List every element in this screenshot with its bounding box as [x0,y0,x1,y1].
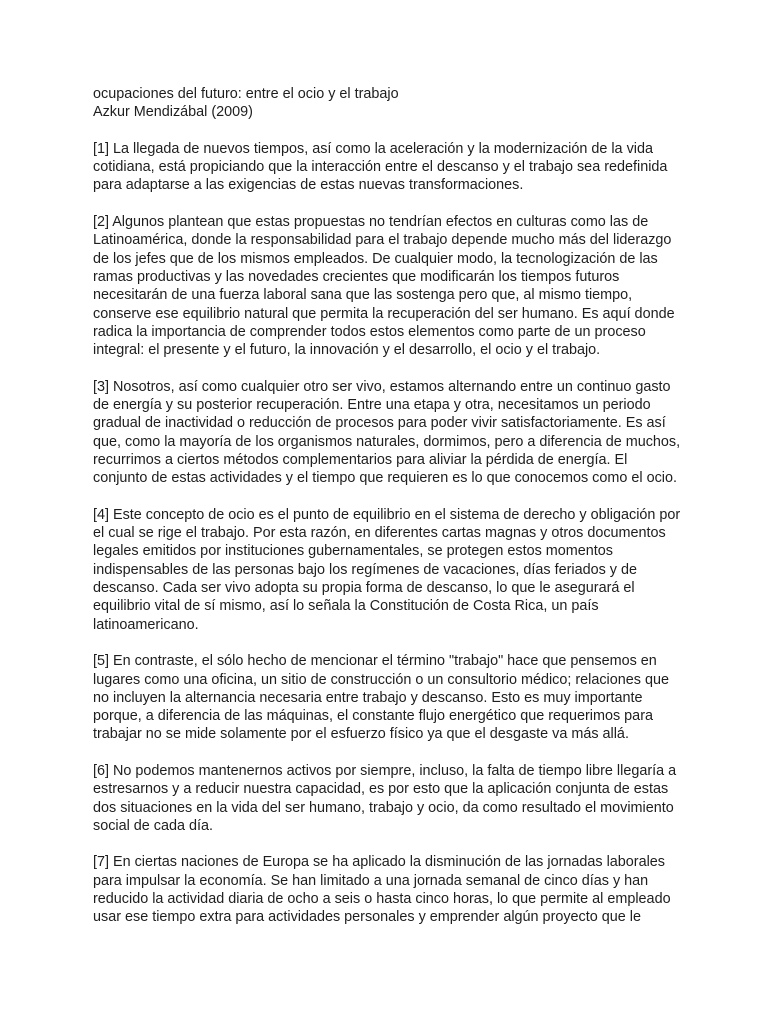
paragraph-line: Latinoamérica, donde la responsabilidad para el trabajo depende mucho más del liderazgo [93,232,672,249]
paragraph-line: radica la importancia de comprender todos estos elementos como parte de un proceso [93,323,646,340]
paragraph-line: no incluyen la alternancia necesaria entre trabajo y descanso. Esto es muy importante [93,689,643,706]
paragraph-2 [93,213,683,359]
paragraph-line: porque, a diferencia de las máquinas, el constante flujo energético que requerimos para [93,708,653,725]
paragraph-line: conjunto de estas actividades y el tiempo que requieren es lo que conocemos como el ocio. [93,470,677,487]
paragraph-line: [1] La llegada de nuevos tiempos, así como la aceleración y la modernización de la vida [93,140,653,157]
paragraph-1 [93,140,683,195]
paragraph-line: lugares como una oficina, un sitio de construcción o un consultorio médico; relaciones que [93,671,669,688]
paragraph-line: necesitarán de una fuerza laboral sana que las sostenga pero que, al mismo tiempo, [93,287,633,304]
paragraph-line: latinoamericano. [93,616,199,633]
paragraph-line: integral: el presente y el futuro, la innovación y el desarrollo, el ocio y el trabajo. [93,342,601,359]
paragraph-line: para impulsar la economía. Se han limitado a una jornada semanal de cinco días y han [93,872,649,889]
paragraph-line: reducido la actividad diaria de ocho a seis o hasta cinco horas, lo que permite al empleado [93,891,671,908]
paragraph-line: de energía y su posterior recuperación. Entre una etapa y otra, necesitamos un periodo [93,397,651,414]
paragraph-line: descanso. Cada ser vivo adopta su propia forma de descanso, lo que le asegurará el [93,580,635,597]
paragraph-4 [93,506,683,634]
author-line: Azkur Mendizábal (2009) [93,104,253,121]
paragraph-line: gradual de inactividad o reducción de procesos para poder vivir satisfactoriamente. Es así [93,415,666,432]
paragraph-line: [2] Algunos plantean que estas propuestas no tendrían efectos en culturas como las de [93,214,649,231]
paragraph-line: [3] Nosotros, así como cualquier otro ser vivo, estamos alternando entre un continuo gasto [93,378,671,395]
paragraph-line: [7] En ciertas naciones de Europa se ha aplicado la disminución de las jornadas laborales [93,854,665,871]
paragraph-5 [93,652,683,743]
paragraph-line: dos situaciones en la vida del ser humano, trabajo y ocio, da como resultado el movimiento [93,799,674,816]
document-body [93,85,683,927]
paragraph-line: [5] En contraste, el sólo hecho de mencionar el término "trabajo" hace que pensemos en [93,653,657,670]
paragraph-line: para adaptarse a las exigencias de estas nuevas transformaciones. [93,177,524,194]
paragraph-line: ramas productivas y las novedades crecientes que modificarán los tiempos futuros [93,268,620,285]
paragraph-line: legales emitidos por instituciones gubernamentales, se protegen estos momentos [93,543,613,560]
paragraph-line: de los jefes que de los mismos empleados. De cualquier modo, la tecnologización de las [93,250,658,267]
paragraph-line: trabajar no se mide solamente por el esfuerzo físico ya que el desgaste va más allá. [93,726,629,743]
document-header [93,85,683,122]
paragraph-line: [4] Este concepto de ocio es el punto de equilibrio en el sistema de derecho y obligación por [93,506,681,523]
paragraph-3 [93,378,683,488]
paragraph-line: cotidiana, está propiciando que la interacción entre el descanso y el trabajo sea redefinida [93,159,668,176]
paragraph-line: el cual se rige el trabajo. Por esta razón, en diferentes cartas magnas y otros documentos [93,525,666,542]
paragraph-line: indispensables de las personas bajo los regímenes de vacaciones, días feriados y de [93,561,637,578]
paragraph-line: que, como la mayoría de los organismos naturales, dormimos, pero a diferencia de muchos, [93,433,681,450]
paragraph-line: [6] No podemos mantenernos activos por siempre, incluso, la falta de tiempo libre llegaría a [93,762,677,779]
document-title: ocupaciones del futuro: entre el ocio y el trabajo [93,86,399,102]
paragraph-7 [93,853,683,926]
paragraph-line: social de cada día. [93,817,214,834]
paragraph-line: equilibrio vital de sí mismo, así lo señala la Constitución de Costa Rica, un país [93,598,599,615]
paragraph-line: conserve ese equilibrio natural que permita la recuperación del ser humano. Es aquí donde [93,305,675,322]
paragraph-line: recurrimos a ciertos métodos complementarios para aliviar la pérdida de energía. El [93,451,628,468]
paragraph-6 [93,762,683,835]
paragraph-list [93,140,683,927]
paragraph-line: usar ese tiempo extra para actividades personales y emprender algún proyecto que le [93,909,641,926]
paragraph-line: estresarnos y a reducir nuestra capacidad, es por esto que la aplicación conjunta de estas [93,781,669,798]
